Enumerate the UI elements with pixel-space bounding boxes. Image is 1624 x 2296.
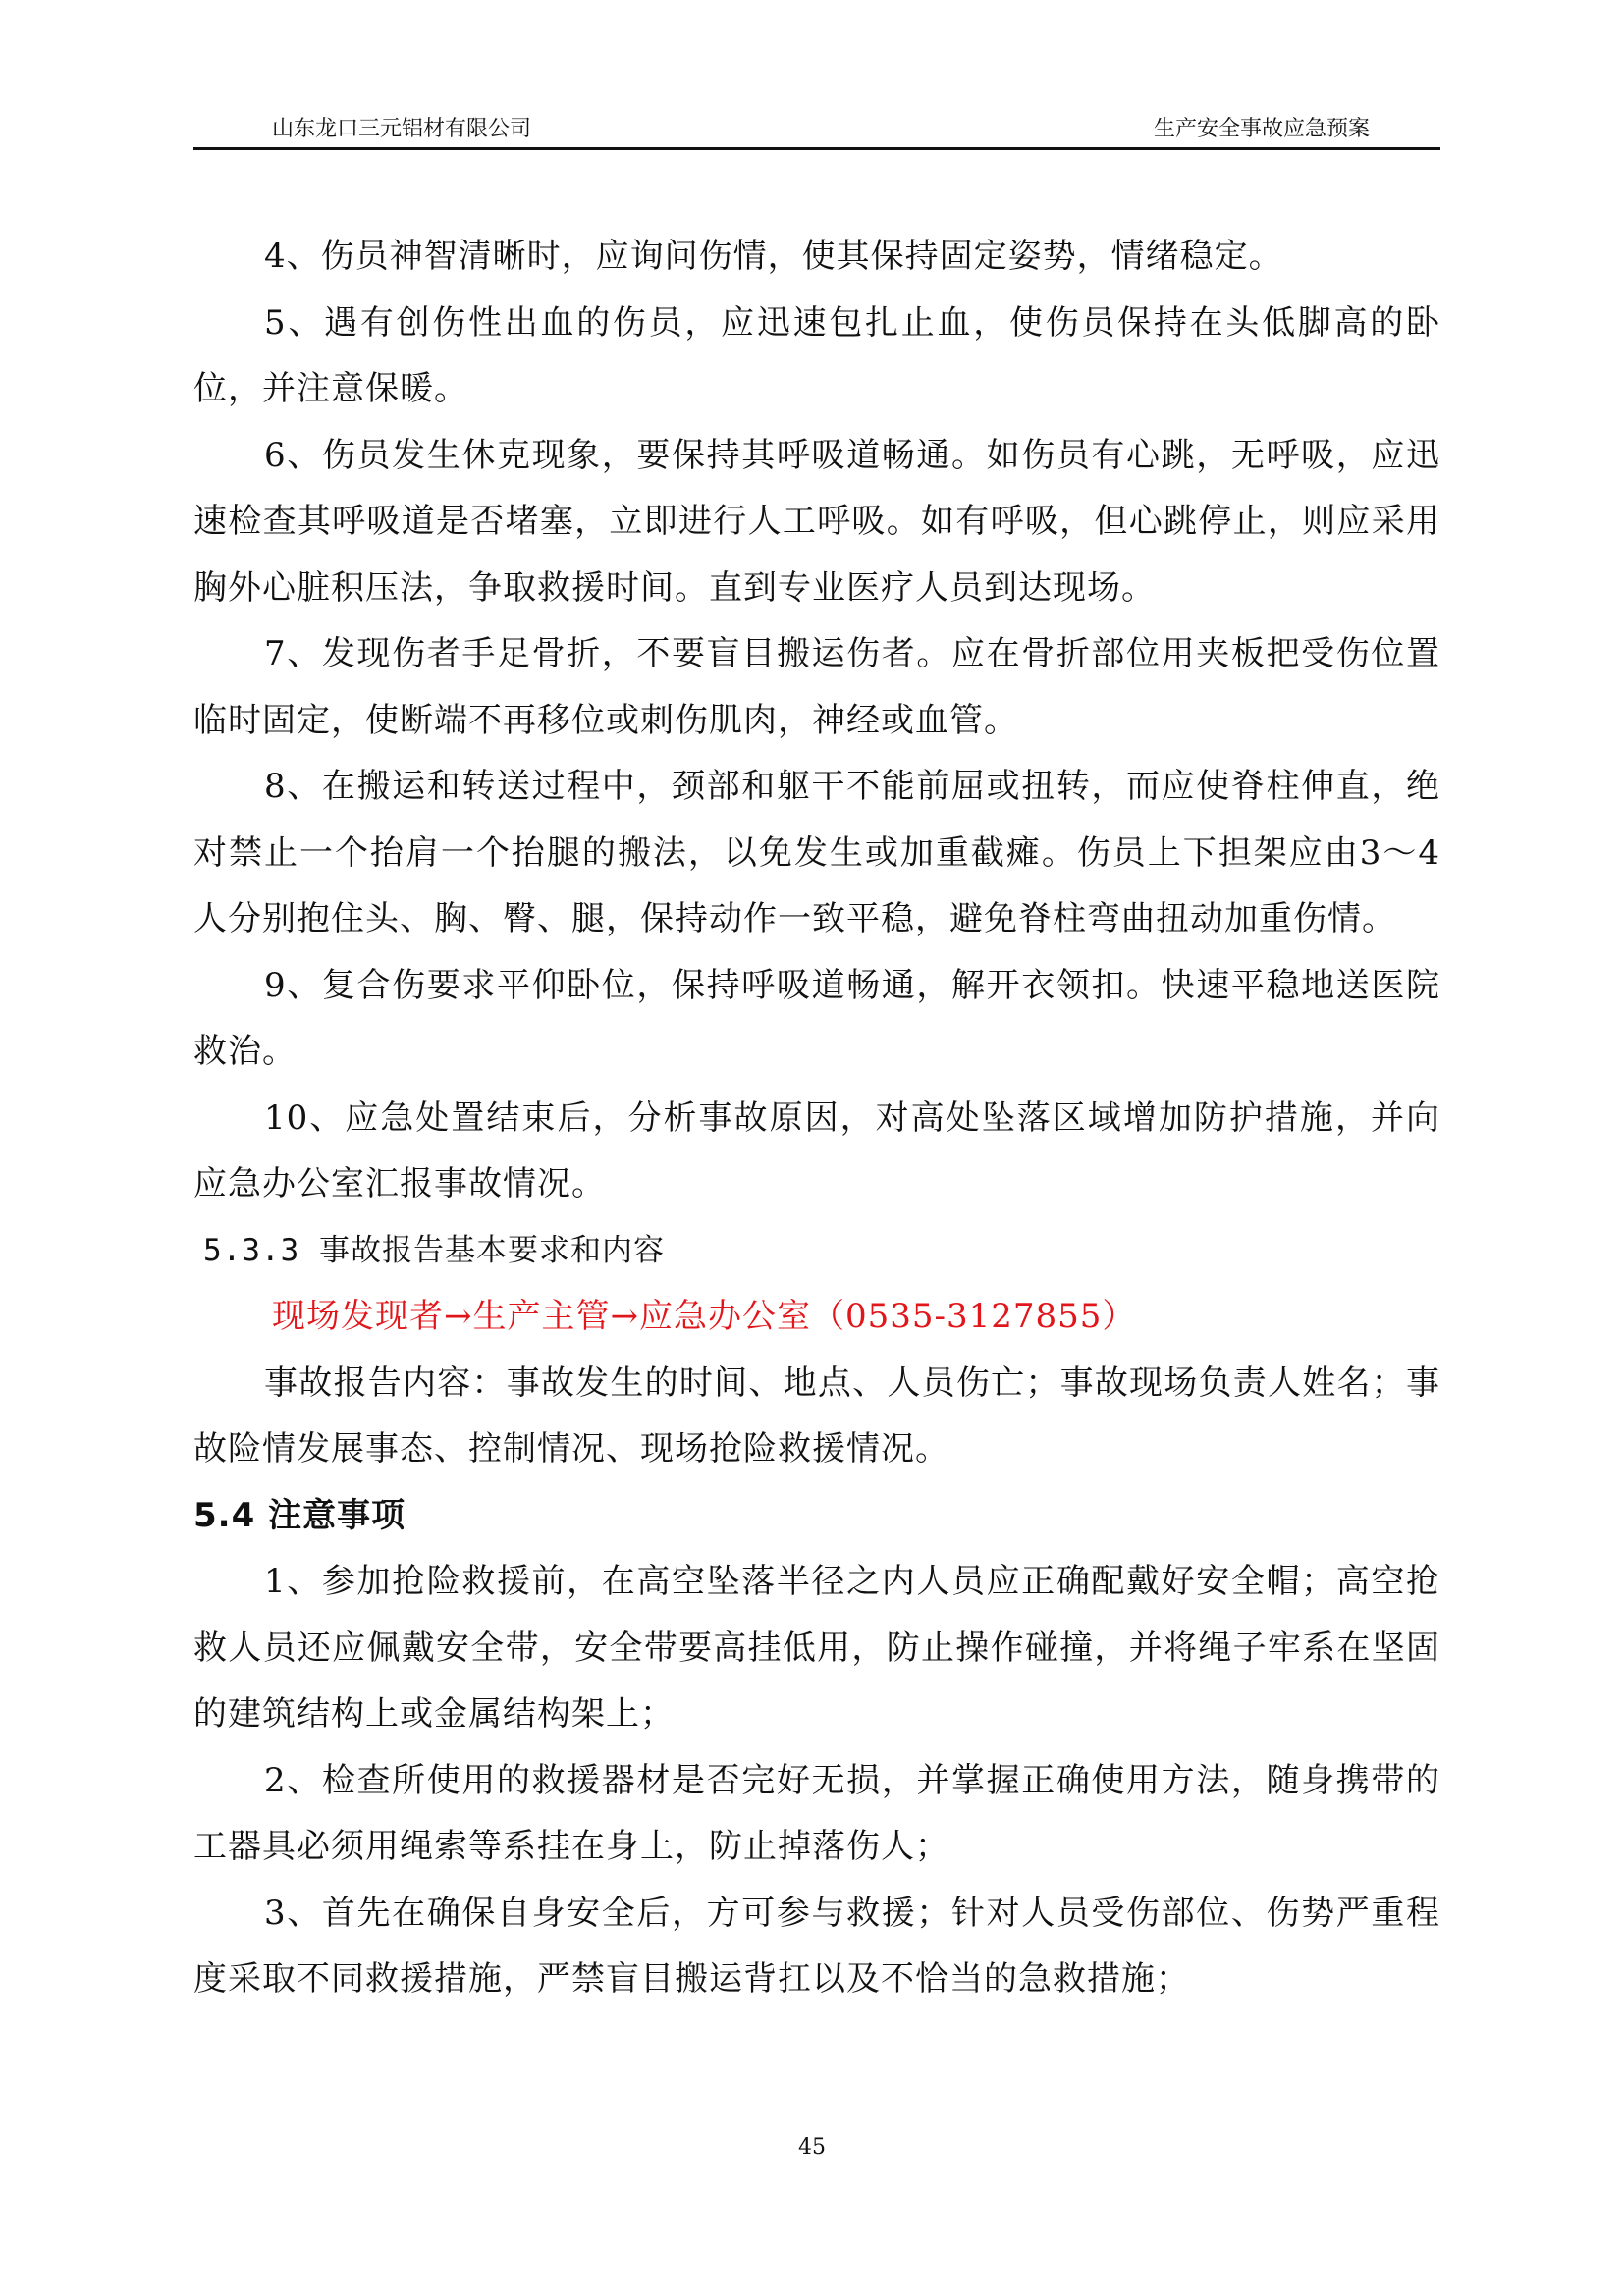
paragraph-item: 4、伤员神智清晰时，应询问伤情，使其保持固定姿势，情绪稳定。 — [264, 237, 1283, 276]
page-number: 45 — [798, 2135, 826, 2160]
paragraph-item: 7、发现伤者手足骨折，不要盲目搬运伤者。应在骨折部位用夹板把受伤位置临时固定，使断端不再移位或刺伤肌肉，神经或血管。 — [193, 634, 1440, 740]
subsection-title: 5.3.3 事故报告基本要求和内容 — [203, 1232, 665, 1268]
paragraph-item: 8、在搬运和转送过程中，颈部和躯干不能前屈或扭转，而应使脊柱伸直，绝对禁止一个抬肩一个抬腿的搬法，以免发生或加重截瘫。伤员上下担架应由3～4人分别抱住头、胸、臀、腿，保持动作一致平稳，避免脊柱弯曲扭动加重伤情。 — [193, 767, 1440, 938]
paragraph-item: 5、遇有创伤性出血的伤员，应迅速包扎止血，使伤员保持在头低脚高的卧位，并注意保暖。 — [193, 302, 1440, 408]
report-content: 事故报告内容：事故发生的时间、地点、人员伤亡；事故现场负责人姓名；事故险情发展事态、控制情况、现场抢险救援情况。 — [193, 1362, 1440, 1468]
note-item: 2、检查所使用的救援器材是否完好无损，并掌握正确使用方法，随身携带的工器具必须用绳索等系挂在身上，防止掉落伤人； — [193, 1760, 1440, 1866]
section-title: 5.4 注意事项 — [193, 1495, 406, 1535]
paragraph-item: 10、应急处置结束后，分析事故原因，对高处坠落区域增加防护措施，并向应急办公室汇报事故情况。 — [193, 1097, 1440, 1203]
header-company: 山东龙口三元铝材有限公司 — [272, 117, 532, 141]
report-flow: 现场发现者→生产主管→应急办公室（0535-3127855） — [272, 1297, 1137, 1336]
header-doc-title: 生产安全事故应急预案 — [1153, 117, 1370, 141]
document-body — [193, 224, 1440, 2013]
note-item: 1、参加抢险救援前，在高空坠落半径之内人员应正确配戴好安全帽；高空抢救人员还应佩戴安全带，安全带要高挂低用，防止操作碰撞，并将绳子牢系在坚固的建筑结构上或金属结构架上； — [193, 1562, 1440, 1734]
header-divider — [193, 147, 1440, 150]
page-header — [193, 110, 1440, 149]
note-item: 3、首先在确保自身安全后，方可参与救援；针对人员受伤部位、伤势严重程度采取不同救援措施，严禁盲目搬运背扛以及不恰当的急救措施； — [193, 1893, 1440, 1999]
paragraph-item: 9、复合伤要求平仰卧位，保持呼吸道畅通，解开衣领扣。快速平稳地送医院救治。 — [193, 965, 1440, 1071]
paragraph-item: 6、伤员发生休克现象，要保持其呼吸道畅通。如伤员有心跳，无呼吸，应迅速检查其呼吸道是否堵塞，立即进行人工呼吸。如有呼吸，但心跳停止，则应采用胸外心脏积压法，争取救援时间。直到专业医疗人员到达现场。 — [193, 435, 1440, 608]
